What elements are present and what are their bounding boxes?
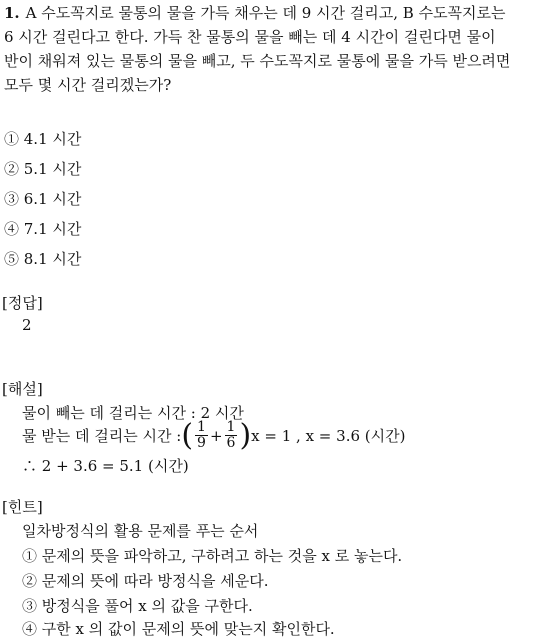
fraction-2-numerator: 1	[226, 419, 236, 435]
hint-line-2: ① 문제의 뜻을 파악하고, 구하려고 하는 것을 x 로 놓는다.	[22, 547, 403, 565]
explanation-line-2	[22, 417, 406, 453]
hint-line-4: ③ 방정식을 풀어 x 의 값을 구한다.	[22, 597, 253, 615]
fraction-2-denominator: 6	[226, 435, 236, 451]
explanation-header: [해설]	[2, 380, 43, 398]
fraction-1	[195, 420, 208, 451]
question-line-3: 반이 채워져 있는 물통의 물을 빼고, 두 수도꼭지로 물통에 물을 가득 받으려면	[4, 52, 511, 70]
plus-sign: +	[209, 426, 223, 445]
question-line-2: 6 시간 걸린다고 한다. 가득 찬 물통의 물을 빼는 데 4 시간이 걸린다면 물이	[4, 28, 496, 46]
hint-line-1: 일차방정식의 활용 문제를 푸는 순서	[22, 522, 259, 540]
fraction-2	[225, 420, 238, 451]
explanation-line-1: 물이 빼는 데 걸리는 시간 : 2 시간	[22, 404, 244, 422]
answer-header: [정답]	[2, 294, 43, 312]
fraction-1-denominator: 9	[197, 435, 206, 451]
explanation-line-3: ∴ 2 + 3.6 = 5.1 (시간)	[22, 457, 189, 475]
choice-1[interactable]: ① 4.1 시간	[4, 130, 82, 148]
hint-line-5: ④ 구한 x 의 값이 문제의 뜻에 맞는지 확인한다.	[22, 620, 335, 638]
answer-value: 2	[22, 316, 32, 334]
choice-2[interactable]: ② 5.1 시간	[4, 160, 82, 178]
question-text-1: A 수도꼭지로 물통의 물을 가득 채우는 데 9 시간 걸리고, B 수도꼭지로는	[25, 4, 506, 22]
hint-line-3: ② 문제의 뜻에 따라 방정식을 세운다.	[22, 572, 269, 590]
question-line-1	[4, 2, 506, 23]
left-paren: (	[181, 417, 194, 453]
choice-5[interactable]: ⑤ 8.1 시간	[4, 250, 82, 268]
choice-4[interactable]: ④ 7.1 시간	[4, 220, 82, 238]
explanation-line-2-suffix: x = 1 , x = 3.6 (시간)	[251, 427, 406, 445]
fraction-1-numerator: 1	[197, 419, 206, 435]
question-number: 1.	[4, 4, 20, 22]
right-paren: )	[239, 417, 252, 453]
hint-header: [힌트]	[2, 498, 43, 516]
question-line-4: 모두 몇 시간 걸리겠는가?	[4, 76, 172, 94]
explanation-line-2-prefix: 물 받는 데 걸리는 시간 :	[22, 427, 182, 445]
choice-3[interactable]: ③ 6.1 시간	[4, 190, 82, 208]
